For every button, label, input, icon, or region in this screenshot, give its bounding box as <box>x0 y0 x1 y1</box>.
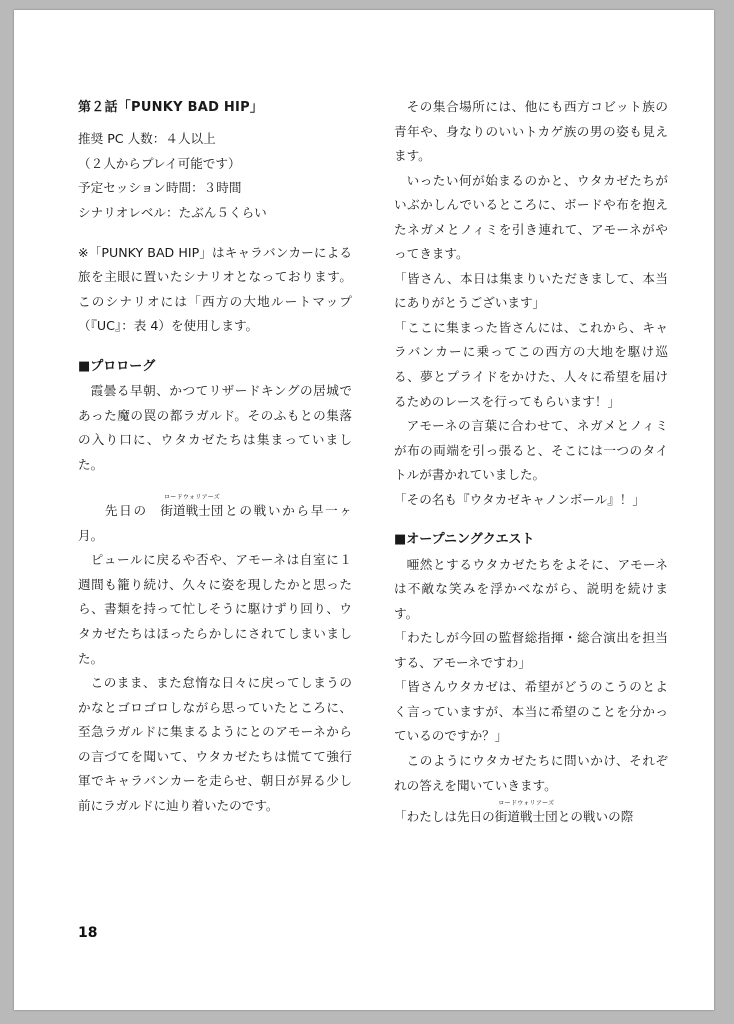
info-line-level: シナリオレベル：たぶん５くらい <box>78 204 267 220</box>
right-paragraph-6: 「その名も『ウタカゼキャノンボール』！」 <box>394 491 645 507</box>
prologue-heading: ■プロローグ <box>78 358 156 374</box>
quest-paragraph-5: 「わたしは先日の ロードウォリアーズ 街道戦士団との戦いの際 <box>394 800 634 825</box>
quest-paragraph-2: 「わたしが今回の監督総指揮・総合演出を担当する、アモーネですわ」 <box>394 630 668 670</box>
right-paragraph-1: その集合場所には、他にも西方コビット族の青年や、身なりのいいトカゲ族の男の姿も見えます。 <box>394 99 668 164</box>
quest-paragraph-1: 唖然とするウタカゼたちをよそに、アモーネは不敵な笑みを浮かべながら、説明を続けます。 <box>394 556 668 621</box>
page-number: 18 <box>78 925 98 941</box>
info-line-minimum: （２人からプレイ可能です） <box>78 155 241 171</box>
info-line-players: 推奨 PC 人数：４人以上 <box>78 131 216 147</box>
two-column-body <box>78 95 668 895</box>
right-column <box>394 95 668 895</box>
prologue-paragraph-3: ピュールに戻るや否や、アモーネは自室に１週間も籠り続け、久々に姿を現したかと思ったら、書類を持って忙しそうに駆けずり回り、ウタカゼたちはほったらかしにされてしまいました。 <box>78 552 352 666</box>
left-column <box>78 95 352 895</box>
right-paragraph-5: アモーネの言葉に合わせて、ネガメとノィミが布の両端を引っ張ると、そこには一つのタイトルが書かれていました。 <box>394 418 668 483</box>
prologue-paragraph-1: 霞曇る早朝、かつてリザードキングの居城であった魔の罠の都ラガルド。そのふもとの集落の入り口に、ウタカゼたちは集まっていました。 <box>78 383 352 472</box>
scenario-title: 第２話「PUNKY BAD HIP」 <box>78 100 264 115</box>
right-paragraph-4: 「ここに集まった皆さんには、これから、キャラバンカーに乗ってこの西方の大地を駆け巡る、夢とプライドをかけた、人々に希望を届けるためのレースを行ってもらいます！」 <box>394 319 668 409</box>
ruby-roadwarriors: ロードウォリアーズ 街道戦士団 <box>160 494 224 519</box>
prologue-paragraph-4: このまま、また怠惰な日々に戻ってしまうのかなとゴロゴロしながら思っていたところに、至急ラガルドに集まるようにとのアモーネからの言づてを聞いて、ウタカゼたちは慌てて強行軍でキャラバンカーを走らせ、朝日が昇る少し前にラガルドに辿り着いたのです。 <box>78 675 352 813</box>
scenario-note: ※「PUNKY BAD HIP」はキャラバンカーによる旅を主眼に置いたシナリオとなっております。このシナリオには「西方の大地ルートマップ（『UC』：表 4）を使用します。 <box>78 244 352 334</box>
info-line-duration: 予定セッション時間：３時間 <box>78 180 242 196</box>
right-paragraph-2: いったい何が始まるのかと、ウタカゼたちがいぶかしんでいるところに、ボードや布を抱えたネガメとノィミを引き連れて、アモーネがやってきます。 <box>394 172 668 262</box>
opening-quest-heading: ■オープニングクエスト <box>394 532 535 548</box>
ruby-roadwarriors-2: ロードウォリアーズ 街道戦士団 <box>494 800 558 825</box>
page-sheet <box>14 10 714 1010</box>
quest-paragraph-3: 「皆さんウタカゼは、希望がどうのこうのとよく言っていますが、本当に希望のことを分かっているのですか？」 <box>394 679 668 744</box>
prologue-paragraph-2: 先日の ロードウォリアーズ 街道戦士団との戦いから早一ヶ月。 <box>78 494 353 543</box>
quest-paragraph-4: このようにウタカゼたちに問いかけ、それぞれの答えを聞いていきます。 <box>394 753 668 793</box>
right-paragraph-3: 「皆さん、本日は集まりいただきまして、本当にありがとうございます」 <box>394 270 668 311</box>
